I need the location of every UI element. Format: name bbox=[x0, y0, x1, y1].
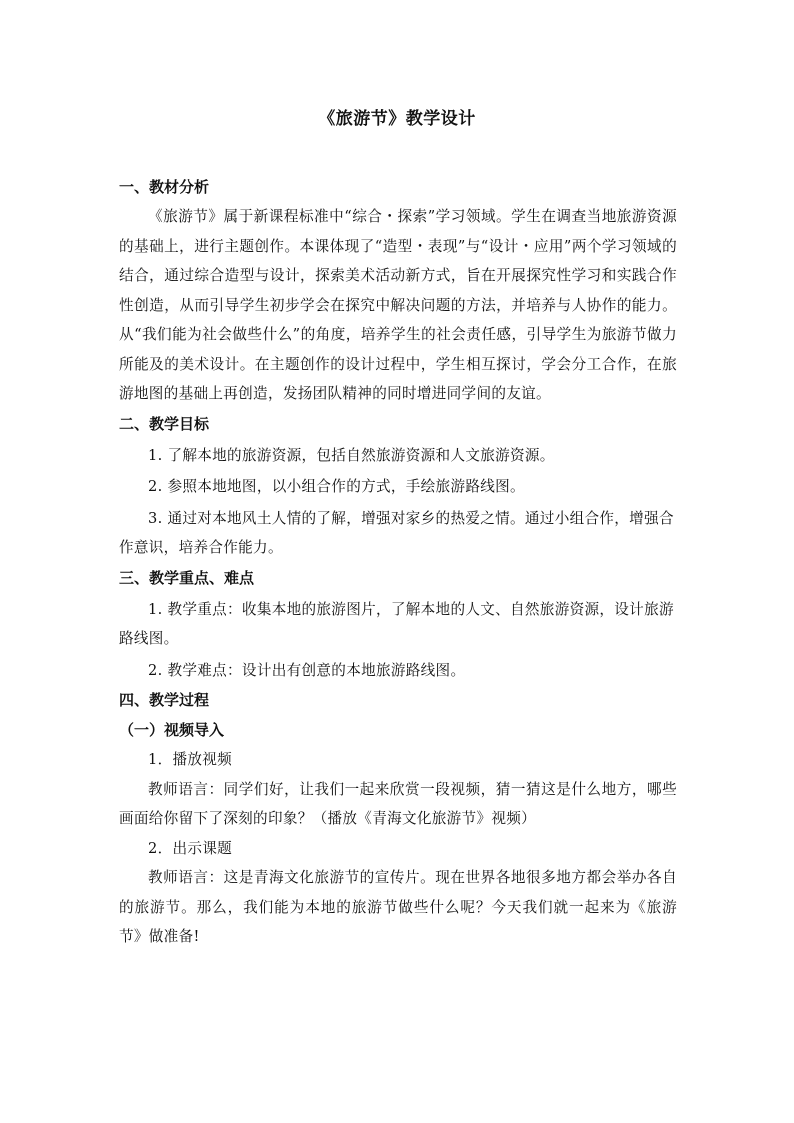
section-heading-analysis: 一、教材分析 bbox=[119, 178, 210, 196]
goal-item: 1. 了解本地的旅游资源，包括自然旅游资源和人文旅游资源。 bbox=[148, 446, 555, 464]
sub-heading-video-intro: （一）视频导入 bbox=[119, 721, 225, 739]
goal-item: 2. 参照本地地图，以小组合作的方式，手绘旅游路线图。 bbox=[148, 478, 525, 495]
section-heading-key-points: 三、教学重点、难点 bbox=[119, 568, 255, 587]
step-text: 教师语言：同学们好，让我们一起来欣赏一段视频，猜一猜这是什么地方，哪些画面给你留下了深刻的印象？（播放《青海文化旅游节》视频） bbox=[119, 780, 677, 827]
key-point-item: 1. 教学重点：收集本地的旅游图片，了解本地的人文、自然旅游资源，设计旅游路线图。 bbox=[119, 600, 674, 647]
step-label: 1．播放视频 bbox=[148, 751, 233, 768]
key-point-item: 2. 教学难点：设计出有创意的本地旅游路线图。 bbox=[148, 661, 466, 679]
section-heading-process: 四、教学过程 bbox=[119, 691, 210, 709]
step-label: 2．出示课题 bbox=[148, 839, 233, 857]
analysis-paragraph: 《旅游节》属于新课程标准中“综合・探索”学习领域。学生在调查当地旅游资源的基础上，进行主题创作。本课体现了“造型・表现”与“设计・应用”两个学习领域的结合，通过综合造型与设计，探索美术活动新方式，旨在开展探究性学习和实践合作性创造，从而引导学生初步学会在探究中解决问题的方法，并培养与人协作的能力。从“我们能为社会做些什么”的角度，培养学生的社会责任感，引导学生为旅游节做力所能及的美术设计。在主题创作的设计过程中，学生相互探讨，学会分工合作，在旅游地图的基础上再创造，发扬团队精神的同时增进同学间的友谊。 bbox=[119, 208, 677, 402]
goal-item: 3. 通过对本地风土人情的了解，增强对家乡的热爱之情。通过小组合作，增强合作意识，培养合作能力。 bbox=[119, 509, 674, 556]
document-title: 《旅游节》教学设计 bbox=[318, 109, 476, 129]
section-heading-goals: 二、教学目标 bbox=[119, 414, 210, 433]
document-body bbox=[119, 172, 677, 952]
step-text: 教师语言：这是青海文化旅游节的宣传片。现在世界各地很多地方都会举办各自的旅游节。那么，我们能为本地的旅游节做些什么呢？今天我们就一起来为《旅游节》做准备! bbox=[119, 869, 677, 945]
